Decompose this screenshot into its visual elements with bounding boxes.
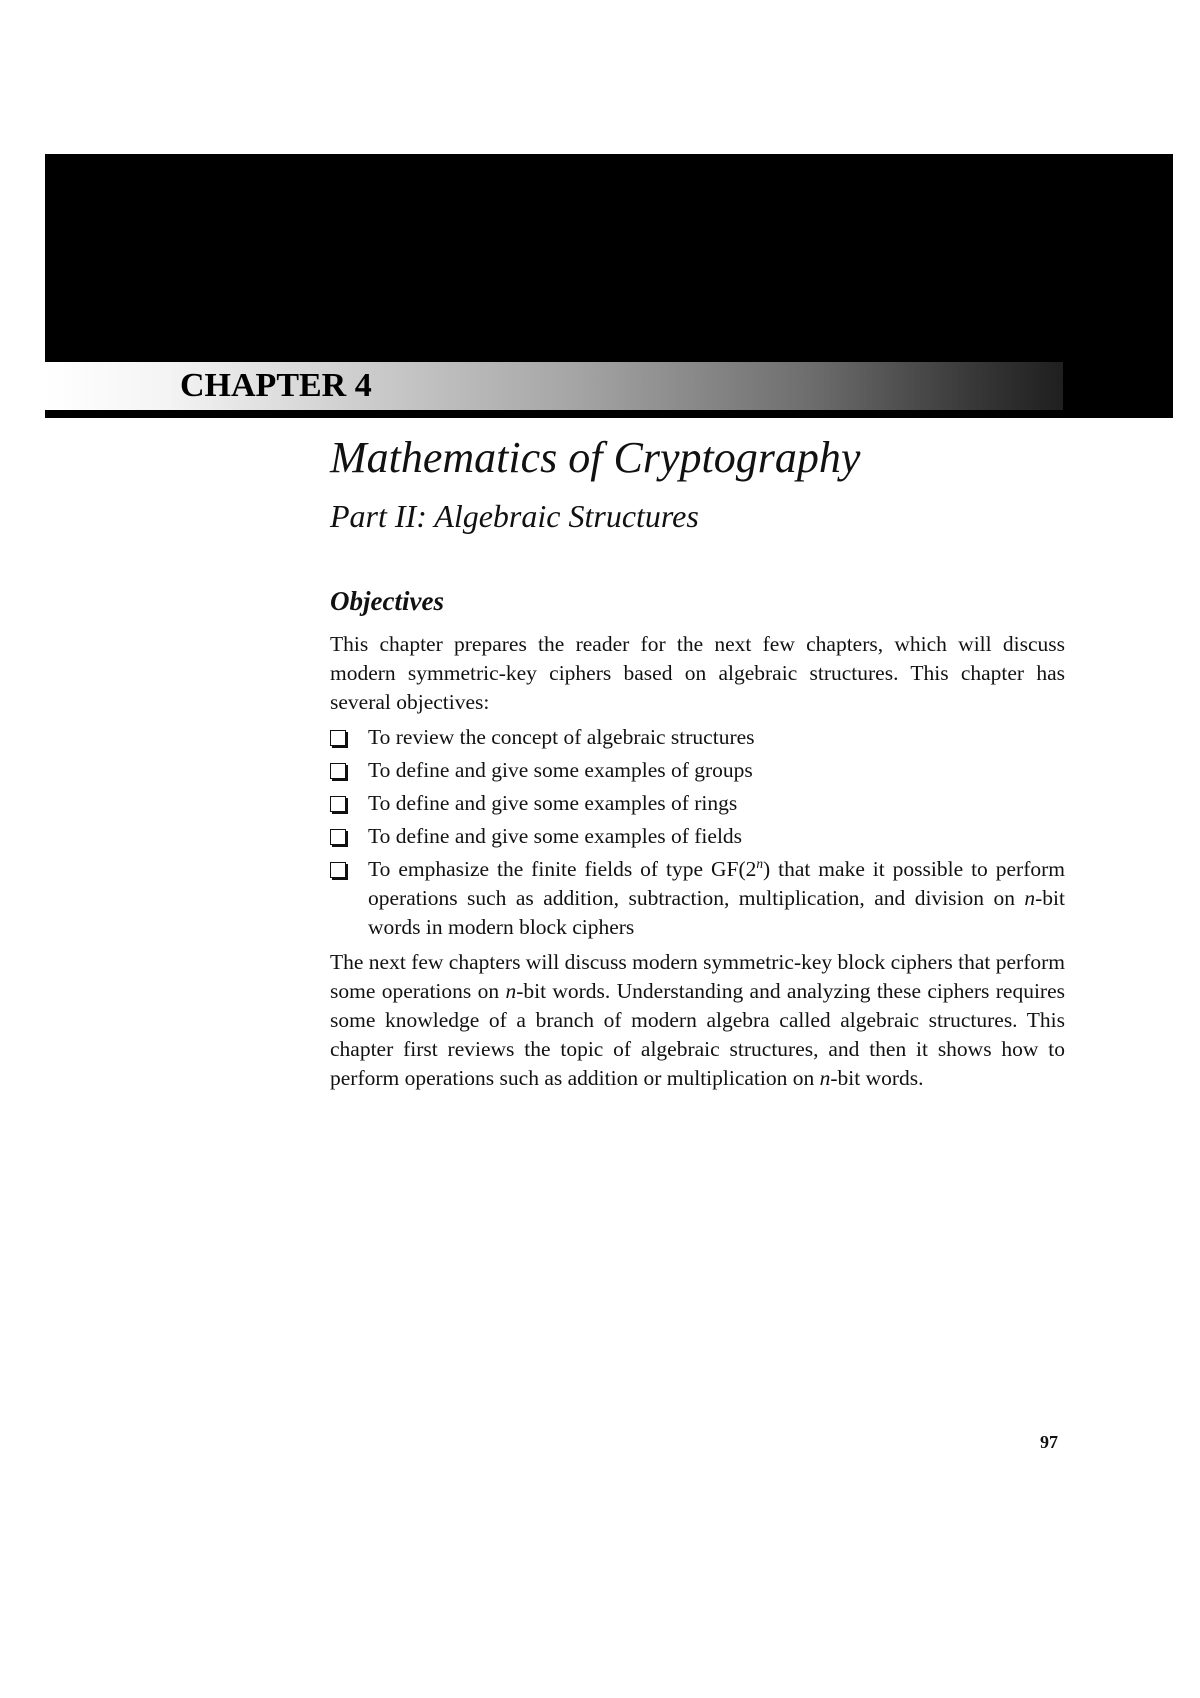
main-content xyxy=(330,430,1065,1093)
list-item-text: To define and give some examples of fields xyxy=(368,824,743,848)
checkbox-bullet-icon xyxy=(330,829,346,845)
list-item-text: To define and give some examples of rings xyxy=(368,791,738,815)
list-item xyxy=(330,789,1065,818)
list-item xyxy=(330,855,1065,942)
list-item-text: To emphasize the finite fields of type GF(2$^n$) that make it possible to perform operations such as addition, subtraction, multiplication, and division on n-bit words in modern block ciphers xyxy=(368,855,1065,939)
list-item-text: To define and give some examples of groups xyxy=(368,758,753,782)
objectives-intro: This chapter prepares the reader for the next few chapters, which will discuss modern symmetric-key ciphers based on algebraic structures. This chapter has several objectives: xyxy=(330,632,1065,714)
list-item xyxy=(330,822,1065,851)
page-number: 97 xyxy=(1040,1432,1058,1452)
page-subtitle: Part II: Algebraic Structures xyxy=(330,498,699,534)
chapter-label: CHAPTER 4 xyxy=(180,367,372,404)
objectives-heading: Objectives xyxy=(330,586,444,616)
objectives-list xyxy=(330,723,1065,942)
body-paragraph: The next few chapters will discuss modern symmetric-key block ciphers that perform some operations on n-bit words. Understanding and analyzing these ciphers requires some knowledge of a branch of modern algebra called algebraic structures. This chapter first reviews the topic of algebraic structures, and then it shows how to perform operations such as addition or multiplication on n-bit words. xyxy=(330,950,1065,1090)
list-item-text: To review the concept of algebraic structures xyxy=(368,725,755,749)
list-item xyxy=(330,756,1065,785)
checkbox-bullet-icon xyxy=(330,796,346,812)
checkbox-bullet-icon xyxy=(330,862,346,878)
checkbox-bullet-icon xyxy=(330,730,346,746)
checkbox-bullet-icon xyxy=(330,763,346,779)
list-item xyxy=(330,723,1065,752)
page-title: Mathematics of Cryptography xyxy=(330,433,861,482)
